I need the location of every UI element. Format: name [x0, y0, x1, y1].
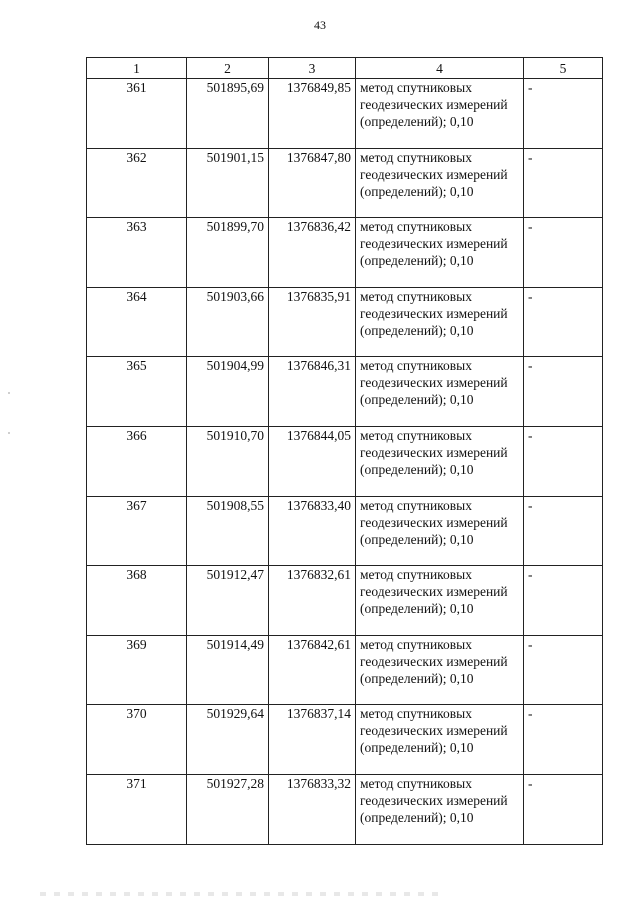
note-cell: - [524, 218, 603, 288]
x-coordinate-cell: 501912,47 [187, 566, 269, 636]
column-header-1: 1 [87, 58, 187, 79]
method-cell: метод спутниковых геодезических измерений (определений); 0,10 [356, 148, 524, 218]
x-coordinate-cell: 501929,64 [187, 705, 269, 775]
table-row [87, 426, 603, 496]
table-body [87, 79, 603, 845]
x-coordinate-cell: 501901,15 [187, 148, 269, 218]
page-number: 43 [314, 18, 326, 32]
point-number-cell: 361 [87, 79, 187, 149]
table-row [87, 79, 603, 149]
table-row [87, 705, 603, 775]
coordinates-table [86, 57, 603, 845]
y-coordinate-cell: 1376847,80 [269, 148, 356, 218]
column-header-2: 2 [187, 58, 269, 79]
x-coordinate-cell: 501914,49 [187, 635, 269, 705]
y-coordinate-cell: 1376844,05 [269, 426, 356, 496]
table-row [87, 635, 603, 705]
y-coordinate-cell: 1376836,42 [269, 218, 356, 288]
note-cell: - [524, 357, 603, 427]
table-row [87, 218, 603, 288]
header-row [87, 58, 603, 79]
note-cell: - [524, 566, 603, 636]
method-cell: метод спутниковых геодезических измерений (определений); 0,10 [356, 566, 524, 636]
method-cell: метод спутниковых геодезических измерений (определений); 0,10 [356, 357, 524, 427]
table-row [87, 566, 603, 636]
column-header-3: 3 [269, 58, 356, 79]
y-coordinate-cell: 1376832,61 [269, 566, 356, 636]
note-cell: - [524, 79, 603, 149]
y-coordinate-cell: 1376846,31 [269, 357, 356, 427]
point-number-cell: 369 [87, 635, 187, 705]
point-number-cell: 364 [87, 287, 187, 357]
table-row [87, 496, 603, 566]
x-coordinate-cell: 501908,55 [187, 496, 269, 566]
note-cell: - [524, 496, 603, 566]
point-number-cell: 362 [87, 148, 187, 218]
x-coordinate-cell: 501927,28 [187, 774, 269, 844]
method-cell: метод спутниковых геодезических измерений (определений); 0,10 [356, 218, 524, 288]
point-number-cell: 365 [87, 357, 187, 427]
method-cell: метод спутниковых геодезических измерений (определений); 0,10 [356, 79, 524, 149]
note-cell: - [524, 774, 603, 844]
method-cell: метод спутниковых геодезических измерений (определений); 0,10 [356, 774, 524, 844]
point-number-cell: 370 [87, 705, 187, 775]
table-row [87, 148, 603, 218]
scan-speck [8, 392, 10, 394]
scan-artifact [40, 892, 440, 896]
method-cell: метод спутниковых геодезических измерений (определений); 0,10 [356, 496, 524, 566]
method-cell: метод спутниковых геодезических измерений (определений); 0,10 [356, 287, 524, 357]
point-number-cell: 371 [87, 774, 187, 844]
note-cell: - [524, 426, 603, 496]
method-cell: метод спутниковых геодезических измерений (определений); 0,10 [356, 426, 524, 496]
column-header-5: 5 [524, 58, 603, 79]
x-coordinate-cell: 501910,70 [187, 426, 269, 496]
y-coordinate-cell: 1376833,32 [269, 774, 356, 844]
point-number-cell: 363 [87, 218, 187, 288]
table-row [87, 774, 603, 844]
x-coordinate-cell: 501895,69 [187, 79, 269, 149]
note-cell: - [524, 705, 603, 775]
scan-speck [8, 432, 10, 434]
method-cell: метод спутниковых геодезических измерений (определений); 0,10 [356, 635, 524, 705]
method-cell: метод спутниковых геодезических измерений (определений); 0,10 [356, 705, 524, 775]
x-coordinate-cell: 501899,70 [187, 218, 269, 288]
point-number-cell: 368 [87, 566, 187, 636]
y-coordinate-cell: 1376835,91 [269, 287, 356, 357]
x-coordinate-cell: 501904,99 [187, 357, 269, 427]
column-header-4: 4 [356, 58, 524, 79]
table-row [87, 357, 603, 427]
x-coordinate-cell: 501903,66 [187, 287, 269, 357]
note-cell: - [524, 635, 603, 705]
y-coordinate-cell: 1376833,40 [269, 496, 356, 566]
point-number-cell: 366 [87, 426, 187, 496]
y-coordinate-cell: 1376849,85 [269, 79, 356, 149]
note-cell: - [524, 287, 603, 357]
table-row [87, 287, 603, 357]
point-number-cell: 367 [87, 496, 187, 566]
y-coordinate-cell: 1376842,61 [269, 635, 356, 705]
y-coordinate-cell: 1376837,14 [269, 705, 356, 775]
note-cell: - [524, 148, 603, 218]
